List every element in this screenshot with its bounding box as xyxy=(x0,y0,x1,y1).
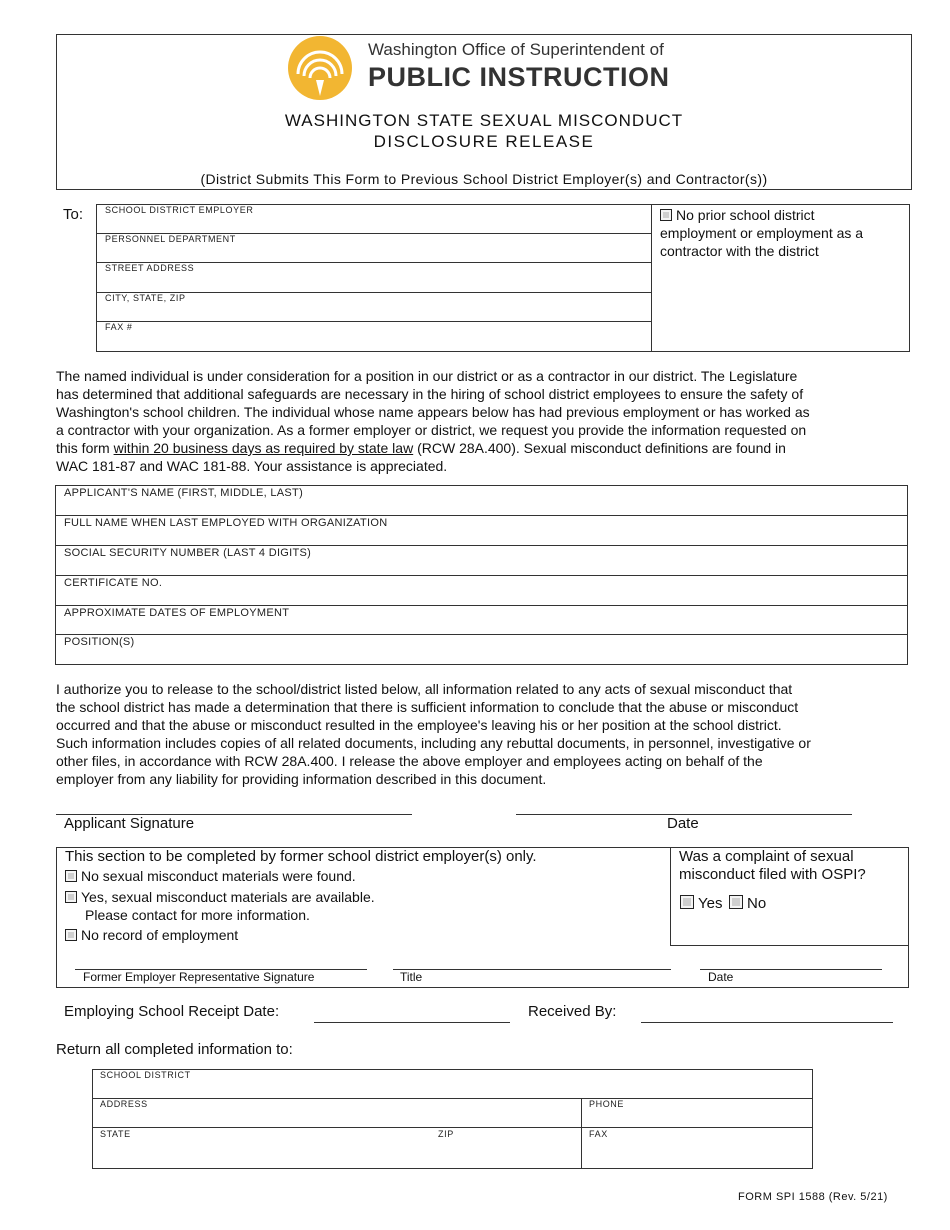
option-materials-available-note: Please contact for more information. xyxy=(85,907,310,923)
intro-paragraph xyxy=(56,367,916,475)
agency-name-line1: Washington Office of Superintendent of xyxy=(368,40,664,59)
no-prior-line2: employment or employment as a xyxy=(660,225,864,241)
received-by-line[interactable] xyxy=(641,1022,893,1023)
school-district-employer-field[interactable]: SCHOOL DISTRICT EMPLOYER xyxy=(105,205,254,215)
complaint-yes-checkbox[interactable] xyxy=(680,895,694,909)
no-prior-line3: contractor with the district xyxy=(660,243,819,259)
intro-line: a contractor with your organization. As a former employer or district, we request you provide the information requested on xyxy=(56,422,807,438)
no-prior-line1: No prior school district xyxy=(676,207,815,223)
no-materials-checkbox[interactable] xyxy=(65,870,77,882)
certificate-no-field[interactable]: CERTIFICATE NO. xyxy=(64,577,163,589)
ospi-complaint-question: Was a complaint of sexual misconduct filed with OSPI? xyxy=(679,848,866,883)
return-state-field[interactable]: STATE xyxy=(100,1129,131,1139)
return-phone-field[interactable]: PHONE xyxy=(589,1099,625,1109)
dates-of-employment-field[interactable]: APPROXIMATE DATES OF EMPLOYMENT xyxy=(64,607,290,619)
no-prior-employment-option[interactable] xyxy=(660,206,906,260)
return-school-district-field[interactable]: SCHOOL DISTRICT xyxy=(100,1070,191,1080)
materials-available-checkbox[interactable] xyxy=(65,891,77,903)
agency-name-line2: PUBLIC INSTRUCTION xyxy=(368,62,670,92)
authorization-paragraph xyxy=(56,680,916,788)
complaint-yes-option[interactable]: Yes xyxy=(680,895,722,912)
fax-field[interactable]: FAX # xyxy=(105,322,133,332)
auth-line: I authorize you to release to the school/district listed below, all information related to any acts of sexual misconduct that xyxy=(56,681,793,697)
intro-line: has determined that additional safeguards are necessary in the hiring of school district employees to ensure the safety of xyxy=(56,386,804,402)
complaint-no-option[interactable]: No xyxy=(729,895,766,912)
receipt-date-line[interactable] xyxy=(314,1022,510,1023)
positions-field[interactable]: POSITION(S) xyxy=(64,636,135,648)
return-heading: Return all completed information to: xyxy=(56,1041,293,1058)
receipt-date-label: Employing School Receipt Date: xyxy=(64,1003,280,1020)
return-fax-field[interactable]: FAX xyxy=(589,1129,608,1139)
complaint-no-checkbox[interactable] xyxy=(729,895,743,909)
option-no-record[interactable]: No record of employment xyxy=(65,927,238,943)
option-materials-available[interactable]: Yes, sexual misconduct materials are available. xyxy=(65,889,375,905)
rep-title-label: Title xyxy=(400,970,423,984)
rep-title-line[interactable] xyxy=(393,969,671,970)
applicant-date-label: Date xyxy=(667,815,699,832)
rep-date-label: Date xyxy=(708,970,734,984)
street-address-field[interactable]: STREET ADDRESS xyxy=(105,263,195,273)
applicant-name-field[interactable]: APPLICANT'S NAME (FIRST, MIDDLE, LAST) xyxy=(64,487,304,499)
intro-line: Washington's school children. The individual whose name appears below has had previous employment or has worked as xyxy=(56,404,810,420)
received-by-label: Received By: xyxy=(528,1003,617,1020)
ospi-logo xyxy=(286,34,354,102)
full-name-last-employed-field[interactable]: FULL NAME WHEN LAST EMPLOYED WITH ORGANIZATION xyxy=(64,517,388,529)
intro-line: The named individual is under consideration for a position in our district or as a contractor in our district. The Legislature xyxy=(56,368,798,384)
auth-line: the school district has made a determination that there is sufficient information to conclude that the abuse or misconduct xyxy=(56,699,799,715)
form-title-line2: DISCLOSURE RELEASE xyxy=(373,132,595,151)
no-prior-employment-checkbox[interactable] xyxy=(660,209,672,221)
intro-line: this form within 20 business days as required by state law (RCW 28A.400). Sexual misconduct definitions are found in xyxy=(56,440,786,456)
option-no-materials[interactable]: No sexual misconduct materials were found. xyxy=(65,868,356,884)
applicant-signature-label: Applicant Signature xyxy=(64,815,195,832)
former-employer-heading: This section to be completed by former school district employer(s) only. xyxy=(65,848,537,865)
return-address-field[interactable]: ADDRESS xyxy=(100,1099,148,1109)
no-record-checkbox[interactable] xyxy=(65,929,77,941)
rep-signature-label: Former Employer Representative Signature xyxy=(83,970,315,984)
form-number: FORM SPI 1588 (Rev. 5/21) xyxy=(738,1191,888,1203)
form-title-line1: WASHINGTON STATE SEXUAL MISCONDUCT xyxy=(284,111,684,130)
auth-line: employer from any liability for providing information described in this document. xyxy=(56,771,547,787)
to-label: To: xyxy=(63,206,84,223)
auth-line: other files, in accordance with RCW 28A.400. I release the above employer and employees acting on behalf of the xyxy=(56,753,763,769)
auth-line: Such information includes copies of all related documents, including any rebuttal documents, in personnel, investigative or xyxy=(56,735,811,751)
form-subtitle: (District Submits This Form to Previous School District Employer(s) and Contractor(s)) xyxy=(200,171,768,187)
personnel-department-field[interactable]: PERSONNEL DEPARTMENT xyxy=(105,234,236,244)
ssn-last4-field[interactable]: SOCIAL SECURITY NUMBER (LAST 4 DIGITS) xyxy=(64,547,312,559)
auth-line: occurred and that the abuse or misconduct resulted in the employee's leaving his or her position at the school district. xyxy=(56,717,782,733)
city-state-zip-field[interactable]: CITY, STATE, ZIP xyxy=(105,293,186,303)
intro-line: WAC 181-87 and WAC 181-88. Your assistance is appreciated. xyxy=(56,458,448,474)
return-zip-field[interactable]: ZIP xyxy=(438,1129,454,1139)
